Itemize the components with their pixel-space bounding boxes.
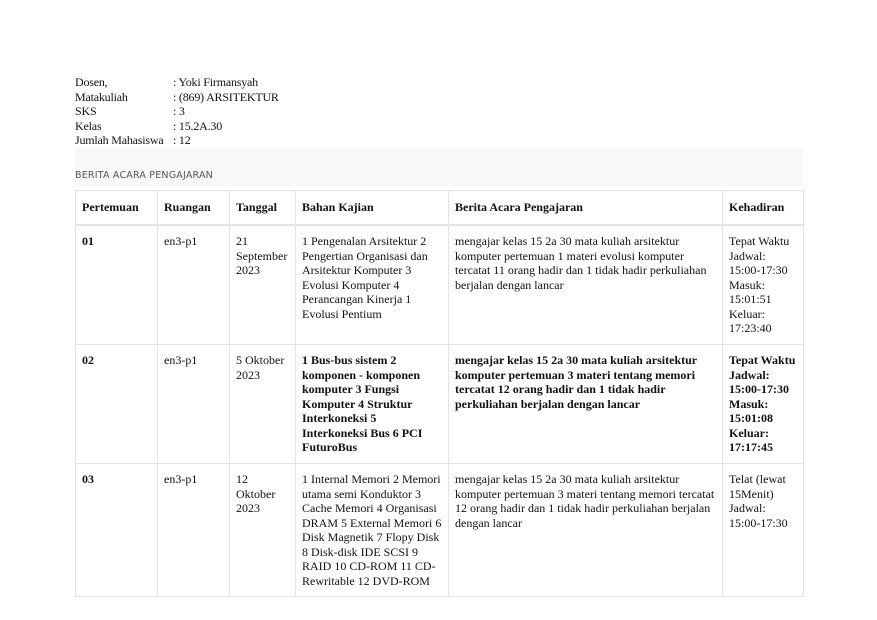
info-label: SKS [75, 104, 97, 118]
cell-kehadiran [723, 464, 804, 597]
kehadiran-line: Keluar: [729, 306, 765, 321]
course-info [75, 75, 279, 148]
cell-berita-acara: mengajar kelas 15 2a 30 mata kuliah arsitektur komputer pertemuan 3 materi tentang memori tercatat 12 orang hadir dan 1 tidak hadir perkuliahan berjalan dengan lancar [449, 345, 723, 464]
header-ruangan: Ruangan [158, 191, 230, 226]
header-tanggal: Tanggal [230, 191, 296, 226]
cell-ruangan: en3-p1 [158, 464, 230, 597]
info-value: : (869) ARSITEKTUR [173, 89, 279, 104]
cell-berita-acara: mengajar kelas 15 2a 30 mata kuliah arsitektur komputer pertemuan 3 materi tentang memori tercatat 12 orang hadir dan 1 tidak hadir perkuliahan berjalan dengan lancar [449, 464, 723, 597]
header-berita-acara: Berita Acara Pengajaran [449, 191, 723, 226]
kehadiran-line: Telat (lewat 15Menit) [729, 472, 786, 501]
info-value: : 3 [173, 104, 185, 118]
info-label: Jumlah Mahasiswa [75, 133, 164, 147]
table-row [76, 464, 804, 597]
info-label: Kelas [75, 118, 102, 133]
kehadiran-line: Masuk: [729, 396, 769, 411]
info-label: Matakuliah [75, 89, 128, 104]
cell-berita-acara: mengajar kelas 15 2a 30 mata kuliah arsitektur komputer pertemuan 1 materi evolusi komputer tercatat 11 orang hadir dan 1 tidak hadir perkuliahan berjalan dengan lancar [449, 225, 723, 345]
kehadiran-line: Jadwal: [729, 367, 770, 382]
info-row-sks [75, 104, 279, 119]
header-kehadiran: Kehadiran [723, 191, 804, 226]
berita-acara-table [75, 190, 804, 597]
kehadiran-line: 15:00-17:30 [729, 382, 789, 396]
header-pertemuan: Pertemuan [76, 191, 158, 226]
cell-pertemuan: 02 [76, 345, 158, 464]
cell-kehadiran [723, 345, 804, 464]
table-row [76, 345, 804, 464]
kehadiran-line: Tepat Waktu [729, 353, 796, 367]
kehadiran-line: 15:00-17:30 [729, 515, 788, 530]
kehadiran-line: Keluar: [729, 425, 769, 440]
header-bahan-kajian: Bahan Kajian [296, 191, 449, 226]
kehadiran-line: Jadwal: [729, 501, 766, 515]
info-row-matakuliah [75, 90, 279, 105]
cell-pertemuan: 01 [76, 225, 158, 345]
cell-tanggal: 12 Oktober 2023 [230, 464, 296, 597]
kehadiran-line: 15:00-17:30 [729, 263, 788, 277]
table-row [76, 225, 804, 345]
cell-kehadiran [723, 225, 804, 345]
section-title: BERITA ACARA PENGAJARAN [75, 170, 213, 181]
kehadiran-line: Tepat Waktu [729, 234, 790, 248]
kehadiran-line: 15:01:51 [729, 292, 772, 306]
kehadiran-line: Jadwal: [729, 248, 766, 263]
cell-bahan-kajian: 1 Pengenalan Arsitektur 2 Pengertian Organisasi dan Arsitektur Komputer 3 Evolusi Komputer 4 Perancangan Kinerja 1 Evolusi Pentium [296, 225, 449, 345]
kehadiran-line: 17:17:45 [729, 440, 773, 454]
cell-bahan-kajian: 1 Bus-bus sistem 2 komponen - komponen komputer 3 Fungsi Komputer 4 Struktur Interkoneksi 5 Interkoneksi Bus 6 PCI FuturoBus [296, 345, 449, 464]
info-value: : Yoki Firmansyah [173, 75, 258, 89]
info-value: : 12 [173, 133, 191, 147]
table-header-row [76, 191, 804, 226]
cell-ruangan: en3-p1 [158, 225, 230, 345]
cell-bahan-kajian: 1 Internal Memori 2 Memori utama semi Konduktor 3 Cache Memori 4 Organisasi DRAM 5 External Memori 6 Disk Magnetik 7 Flopy Disk 8 Disk-disk IDE SCSI 9 RAID 10 CD-ROM 11 CD-Rewritable 12 DVD-ROM [296, 464, 449, 597]
cell-ruangan: en3-p1 [158, 345, 230, 464]
kehadiran-line: 17:23:40 [729, 321, 772, 335]
cell-pertemuan: 03 [76, 464, 158, 597]
kehadiran-line: Masuk: [729, 277, 765, 292]
cell-tanggal: 21 September 2023 [230, 225, 296, 345]
info-value: : 15.2A.30 [173, 118, 223, 133]
kehadiran-line: 15:01:08 [729, 411, 773, 425]
info-row-dosen [75, 75, 279, 90]
info-row-kelas [75, 119, 279, 134]
cell-tanggal: 5 Oktober 2023 [230, 345, 296, 464]
info-label: Dosen, [75, 75, 108, 89]
info-row-jumlah [75, 133, 279, 148]
